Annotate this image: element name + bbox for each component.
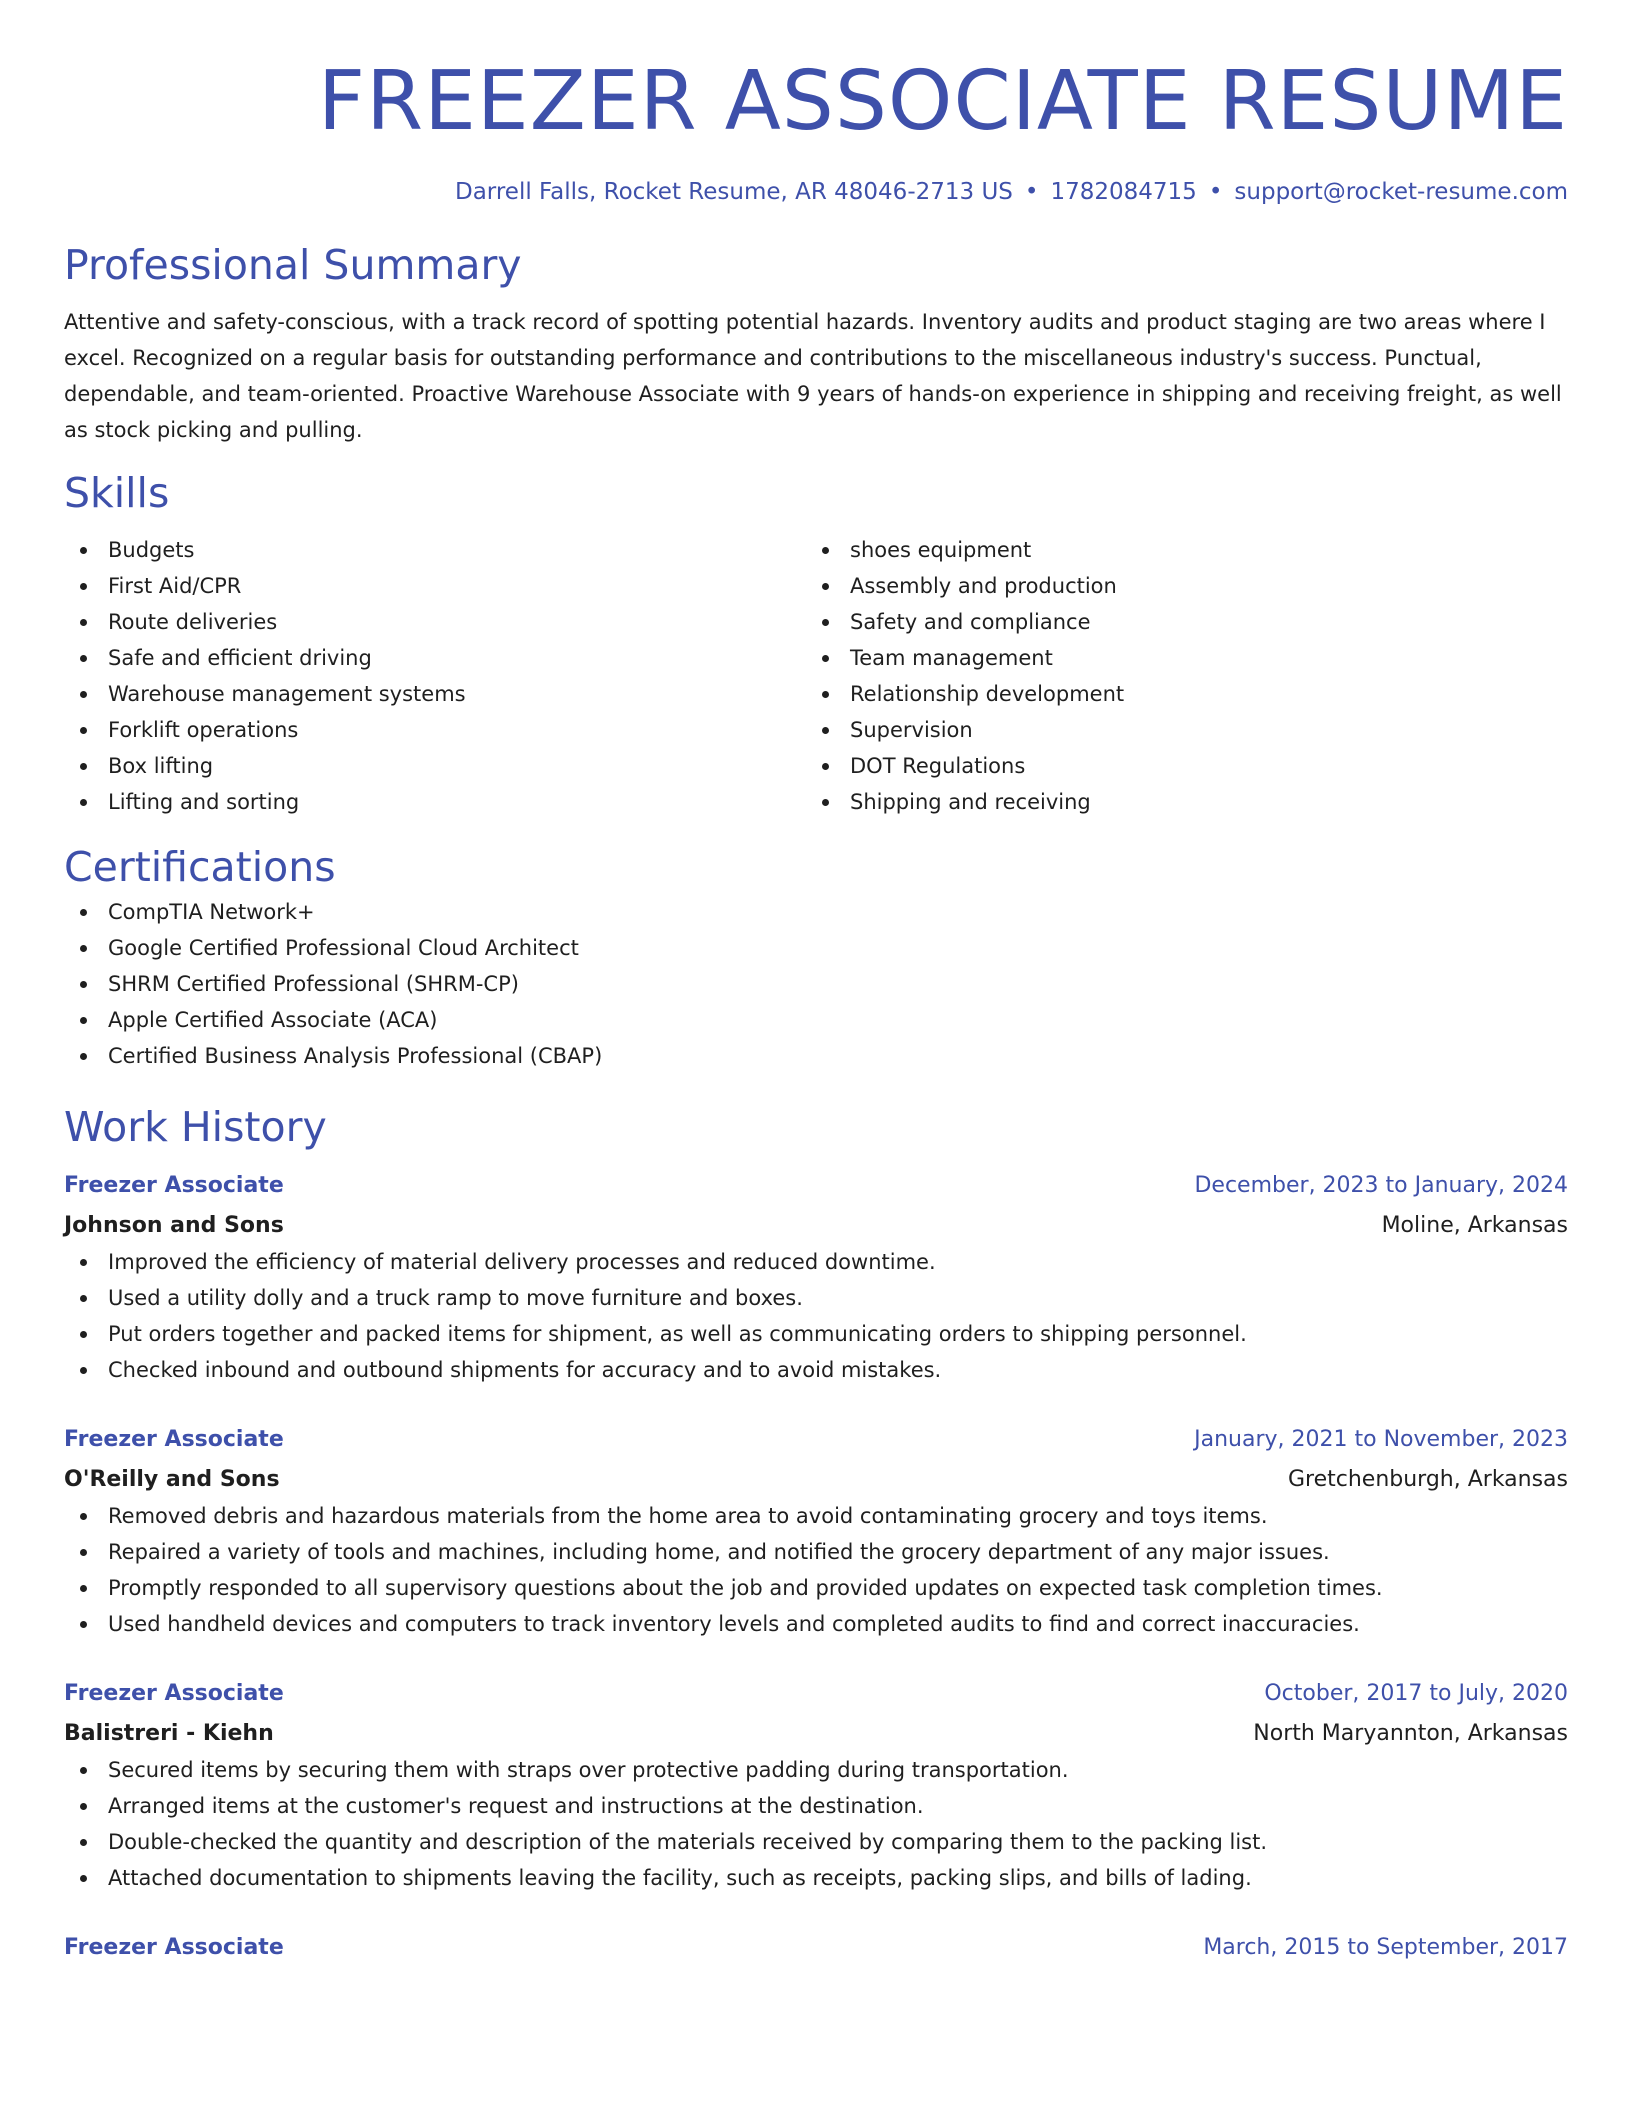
job-duty-item: Arranged items at the customer's request and instructions at the destination. bbox=[64, 1788, 1568, 1824]
skill-item: Forklift operations bbox=[64, 712, 806, 748]
skill-item: Safety and compliance bbox=[806, 604, 1548, 640]
skill-item: Box lifting bbox=[64, 748, 806, 784]
resume-header bbox=[64, 0, 1568, 208]
certifications-heading: Certifications bbox=[64, 843, 336, 891]
contact-email: support@rocket-resume.com bbox=[1234, 179, 1568, 205]
job-dates: March, 2015 to September, 2017 bbox=[1203, 1935, 1568, 1960]
contact-address: Darrell Falls, Rocket Resume, AR 48046-2713 US bbox=[455, 179, 1013, 205]
skills-left-list bbox=[64, 532, 806, 820]
job-header bbox=[64, 1168, 1568, 1204]
skills-right-list bbox=[806, 532, 1548, 820]
job-entry bbox=[64, 1930, 1568, 1970]
job-duty-item: Used a utility dolly and a truck ramp to move furniture and boxes. bbox=[64, 1280, 1568, 1316]
job-location: Gretchenburgh, Arkansas bbox=[1287, 1467, 1568, 1492]
certifications-section bbox=[64, 840, 1568, 1074]
skill-item: Budgets bbox=[64, 532, 806, 568]
job-dates: January, 2021 to November, 2023 bbox=[1194, 1427, 1568, 1452]
job-duty-item: Put orders together and packed items for shipment, as well as communicating orders to shipping personnel. bbox=[64, 1316, 1568, 1352]
work-history-list bbox=[64, 1168, 1568, 1970]
job-subheader bbox=[64, 1716, 1568, 1752]
job-company: Balistreri - Kiehn bbox=[64, 1721, 274, 1746]
skill-item: Supervision bbox=[806, 712, 1548, 748]
job-dates: December, 2023 to January, 2024 bbox=[1194, 1173, 1568, 1198]
skills-heading: Skills bbox=[64, 469, 170, 517]
job-dates: October, 2017 to July, 2020 bbox=[1264, 1681, 1568, 1706]
skills-section bbox=[64, 466, 1568, 820]
job-title: Freezer Associate bbox=[64, 1935, 284, 1960]
job-entry bbox=[64, 1422, 1568, 1642]
job-location: Moline, Arkansas bbox=[1381, 1213, 1568, 1238]
certification-item: SHRM Certified Professional (SHRM-CP) bbox=[64, 966, 1568, 1002]
contact-separator: • bbox=[1208, 179, 1223, 205]
work-history-heading: Work History bbox=[64, 1103, 327, 1151]
job-header bbox=[64, 1422, 1568, 1458]
job-duty-item: Improved the efficiency of material delivery processes and reduced downtime. bbox=[64, 1244, 1568, 1280]
job-entry bbox=[64, 1676, 1568, 1896]
certifications-list bbox=[64, 894, 1568, 1074]
job-location: North Maryannton, Arkansas bbox=[1253, 1721, 1568, 1746]
skill-item: Safe and efficient driving bbox=[64, 640, 806, 676]
job-duties-list bbox=[64, 1752, 1568, 1896]
job-subheader bbox=[64, 1462, 1568, 1498]
skill-item: Relationship development bbox=[806, 676, 1548, 712]
job-duty-item: Removed debris and hazardous materials from the home area to avoid contaminating grocery and toys items. bbox=[64, 1498, 1568, 1534]
job-entry bbox=[64, 1168, 1568, 1388]
skills-left-column bbox=[64, 532, 806, 820]
job-duties-list bbox=[64, 1244, 1568, 1388]
job-header bbox=[64, 1930, 1568, 1966]
job-company: Johnson and Sons bbox=[64, 1213, 284, 1238]
job-duty-item: Repaired a variety of tools and machines, including home, and notified the grocery department of any major issues. bbox=[64, 1534, 1568, 1570]
skill-item: Lifting and sorting bbox=[64, 784, 806, 820]
job-duty-item: Secured items by securing them with straps over protective padding during transportation. bbox=[64, 1752, 1568, 1788]
summary-text: Attentive and safety-conscious, with a track record of spotting potential hazards. Inventory audits and product staging are two areas where I excel. Recognized on a regular basis for outstanding performance and contributions to the miscellaneous industry's success. Punctual, dependable, and team-oriented. Proactive Warehouse Associate with 9 years of hands-on experience in shipping and receiving freight, as well as stock picking and pulling. bbox=[64, 310, 1562, 442]
skill-item: Team management bbox=[806, 640, 1548, 676]
certification-item: Apple Certified Associate (ACA) bbox=[64, 1002, 1568, 1038]
skill-item: DOT Regulations bbox=[806, 748, 1548, 784]
skill-item: First Aid/CPR bbox=[64, 568, 806, 604]
summary-heading: Professional Summary bbox=[64, 241, 522, 289]
contact-line bbox=[64, 176, 1568, 208]
certification-item: CompTIA Network+ bbox=[64, 894, 1568, 930]
job-duty-item: Double-checked the quantity and description of the materials received by comparing them to the packing list. bbox=[64, 1824, 1568, 1860]
job-header bbox=[64, 1676, 1568, 1712]
job-duty-item: Promptly responded to all supervisory questions about the job and provided updates on expected task completion times. bbox=[64, 1570, 1568, 1606]
certification-item: Certified Business Analysis Professional (CBAP) bbox=[64, 1038, 1568, 1074]
skill-item: Route deliveries bbox=[64, 604, 806, 640]
skills-right-column bbox=[806, 532, 1548, 820]
job-duties-list bbox=[64, 1498, 1568, 1642]
job-duty-item: Used handheld devices and computers to track inventory levels and completed audits to find and correct inaccuracies. bbox=[64, 1606, 1568, 1642]
skill-item: Assembly and production bbox=[806, 568, 1548, 604]
resume-title: FREEZER ASSOCIATE RESUME bbox=[317, 54, 1568, 149]
contact-phone: 1782084715 bbox=[1050, 179, 1197, 205]
job-title: Freezer Associate bbox=[64, 1681, 284, 1706]
certification-item: Google Certified Professional Cloud Architect bbox=[64, 930, 1568, 966]
work-history-section bbox=[64, 1100, 1568, 1970]
skill-item: shoes equipment bbox=[806, 532, 1548, 568]
skill-item: Warehouse management systems bbox=[64, 676, 806, 712]
job-subheader bbox=[64, 1208, 1568, 1244]
summary-section bbox=[64, 238, 1568, 448]
job-title: Freezer Associate bbox=[64, 1427, 284, 1452]
job-duty-item: Checked inbound and outbound shipments for accuracy and to avoid mistakes. bbox=[64, 1352, 1568, 1388]
job-company: O'Reilly and Sons bbox=[64, 1467, 280, 1492]
job-title: Freezer Associate bbox=[64, 1173, 284, 1198]
contact-separator: • bbox=[1024, 179, 1039, 205]
skill-item: Shipping and receiving bbox=[806, 784, 1548, 820]
job-duty-item: Attached documentation to shipments leaving the facility, such as receipts, packing slips, and bills of lading. bbox=[64, 1860, 1568, 1896]
skills-columns bbox=[64, 532, 1568, 820]
